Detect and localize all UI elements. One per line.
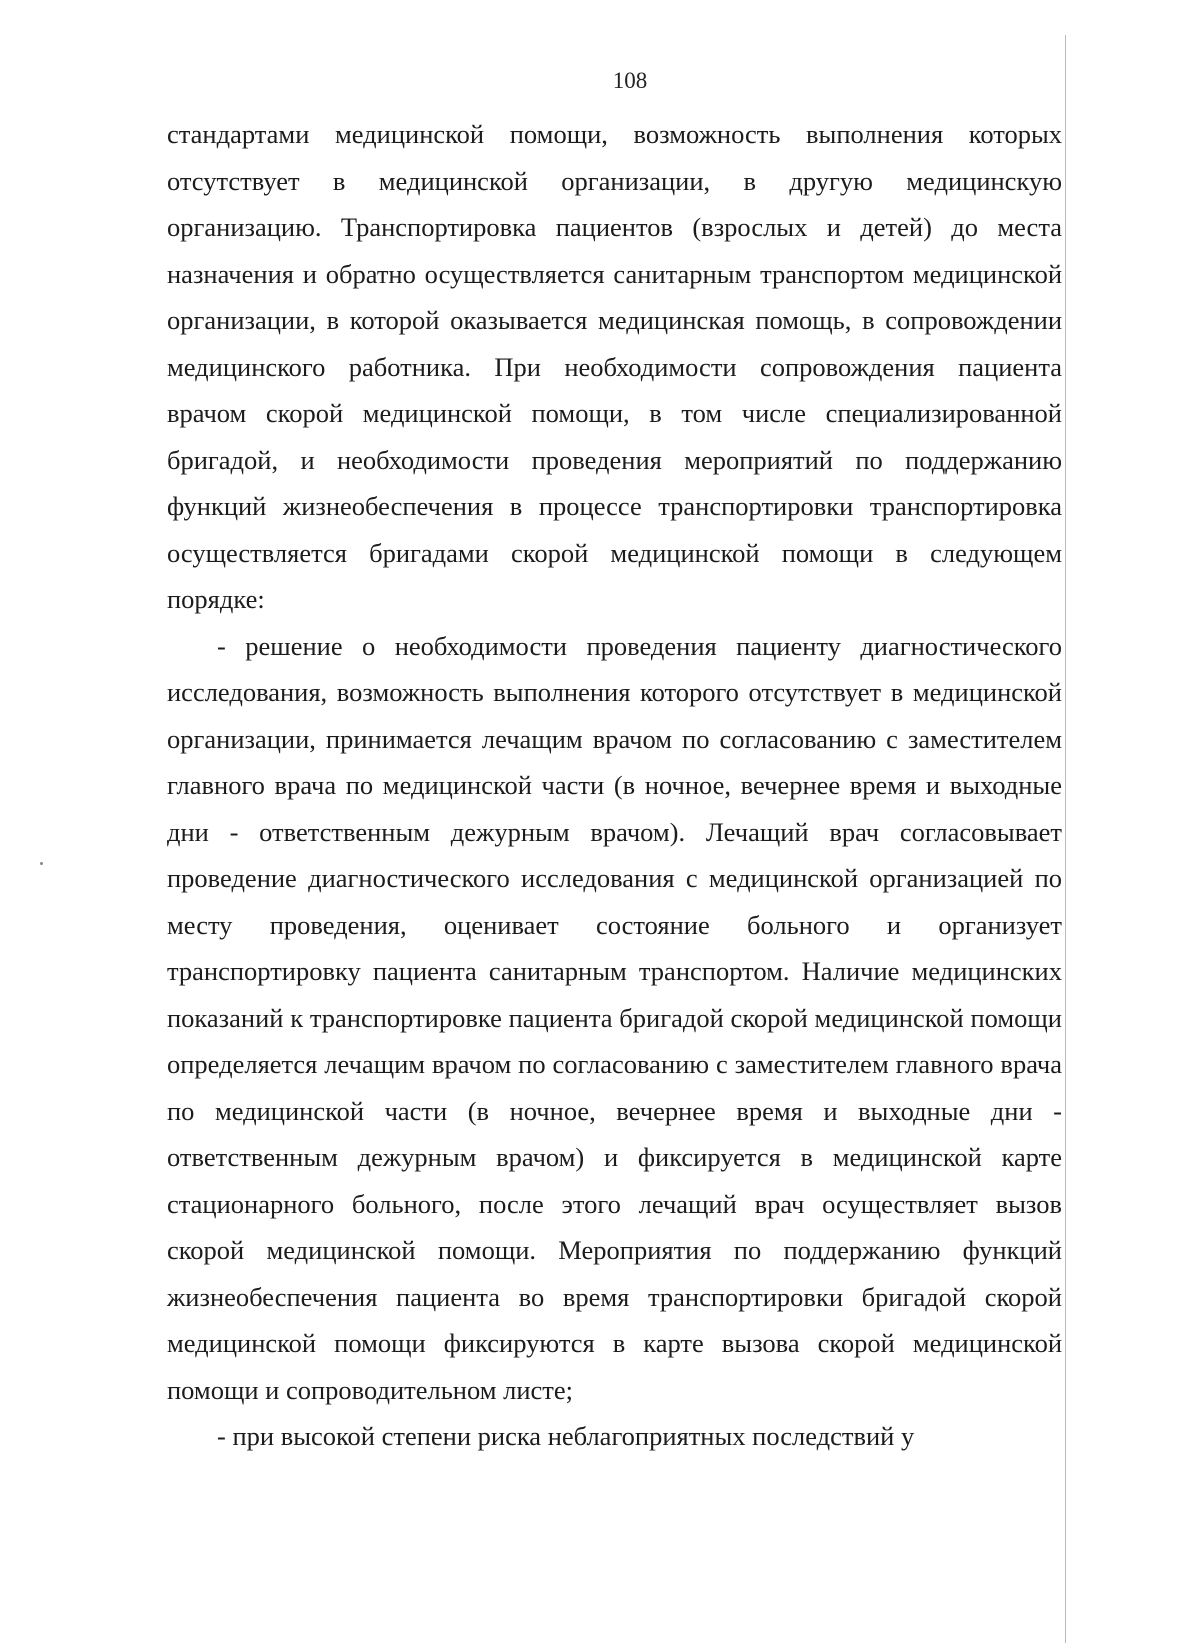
body-text — [167, 111, 1062, 1460]
paragraph-diagnostic-decision: - решение о необходимости проведения пациенту диагностического исследования, возможность выполнения которого отсутствует в медицинской организации, принимается лечащим врачом по согласованию с заместителем главного врача по медицинской части (в ночное, вечернее время и выходные дни - ответственным дежурным врачом). Лечащий врач согласовывает проведение диагностического исследования с медицинской организацией по месту проведения, оценивает состояние больного и организует транспортировку пациента санитарным транспортом. Наличие медицинских показаний к транспортировке пациента бригадой скорой медицинской помощи определяется лечащим врачом по согласованию с заместителем главного врача по медицинской части (в ночное, вечернее время и выходные дни - ответственным дежурным врачом) и фиксируется в медицинской карте стационарного больного, после этого лечащий врач осуществляет вызов скорой медицинской помощи. Мероприятия по поддержанию функций жизнеобеспечения пациента во время транспортировки бригадой скорой медицинской помощи фиксируются в карте вызова скорой медицинской помощи и сопроводительном листе; — [167, 630, 1062, 1405]
paragraph-continuation: стандартами медицинской помощи, возможность выполнения которых отсутствует в медицинской организации, в другую медицинскую организацию. Транспортировка пациентов (взрослых и детей) до места назначения и обратно осуществляется санитарным транспортом медицинской организации, в которой оказывается медицинская помощь, в сопровождении медицинского работника. При необходимости сопровождения пациента врачом скорой медицинской помощи, в том числе специализированной бригадой, и необходимости проведения мероприятий по поддержанию функций жизнеобеспечения в процессе транспортировки транспортировка осуществляется бригадами скорой медицинской помощи в следующем порядке: — [167, 119, 1062, 614]
page-number: 108 — [612, 68, 648, 93]
paragraph-high-risk: - при высокой степени риска неблагоприятных последствий у — [217, 1421, 915, 1451]
scan-speck — [40, 862, 43, 865]
scan-margin-line — [1065, 35, 1066, 1643]
